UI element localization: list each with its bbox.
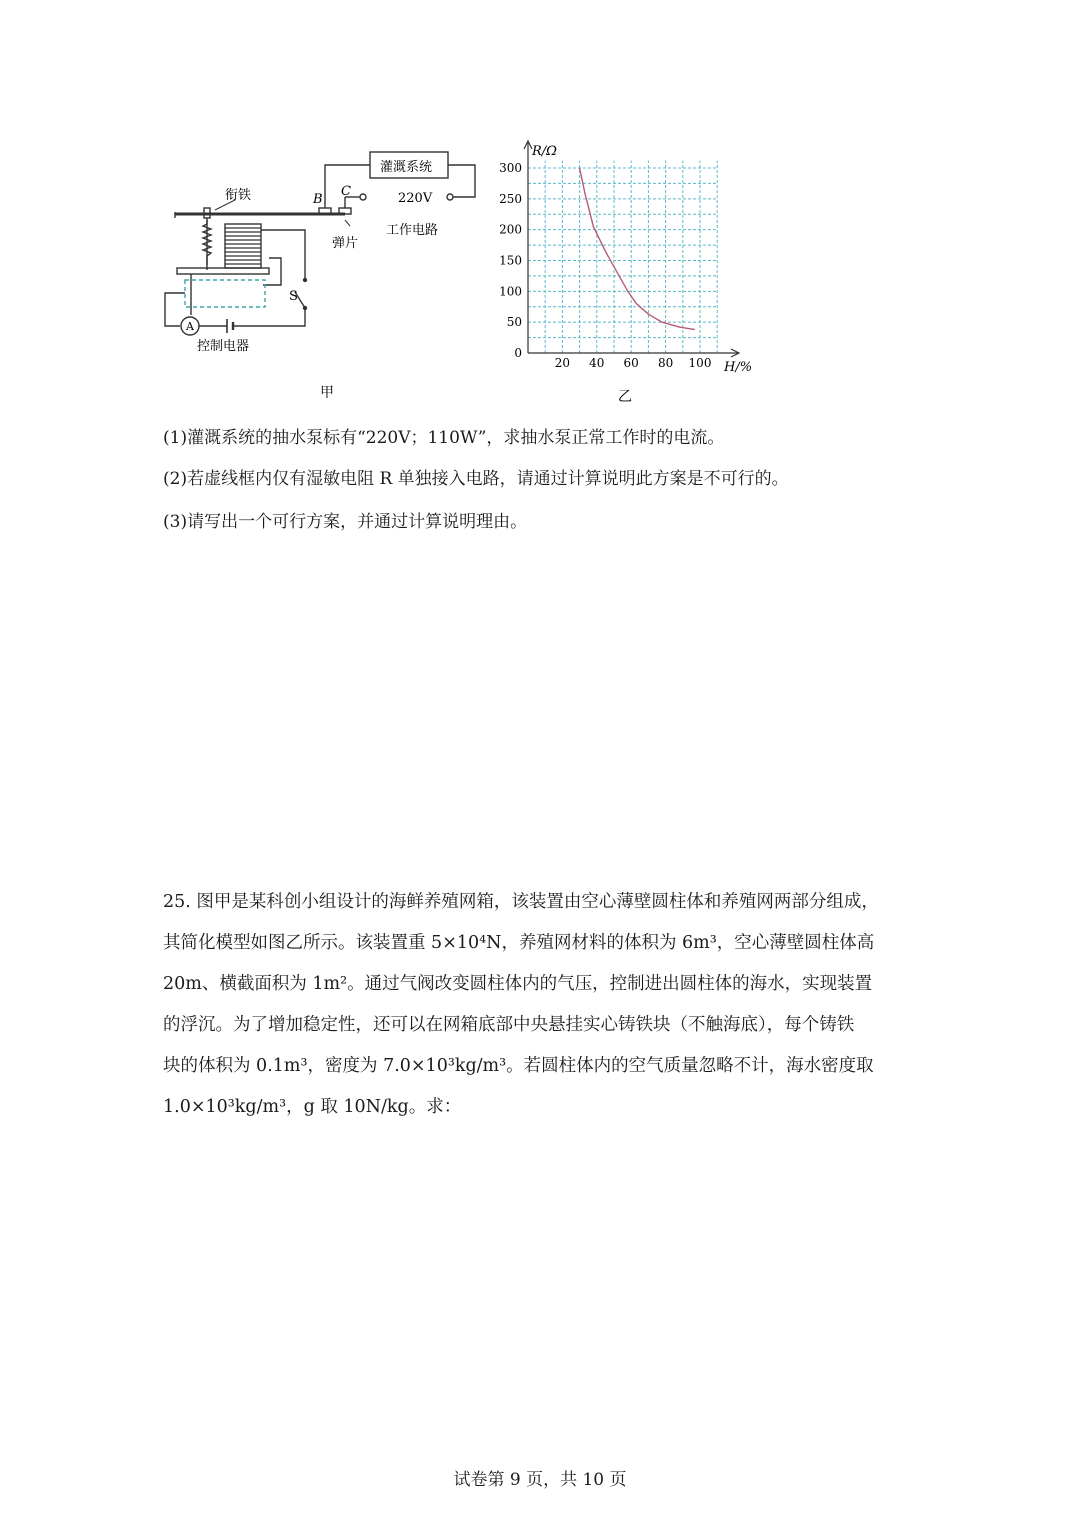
armature-label: 衔铁 — [225, 188, 252, 203]
control-circuit-label: 控制电器 — [197, 339, 250, 354]
y-tick-label: 100 — [499, 284, 522, 299]
y-tick-label: 300 — [499, 161, 522, 175]
chart-axes — [524, 141, 739, 357]
problem-25-line: 1.0×10³kg/m³，g 取 10N/kg。求： — [163, 1097, 462, 1117]
x-tick-label: 20 — [554, 356, 571, 370]
figure-yi-caption: 乙 — [618, 389, 632, 405]
contact-b-label: B — [313, 192, 323, 207]
spring-plate-label: 弹片 — [332, 236, 359, 251]
ammeter-icon: A — [186, 320, 194, 333]
x-tick-label: 60 — [623, 356, 639, 370]
y-tick-label: 0 — [514, 346, 522, 360]
problem-25-line: 其简化模型如图乙所示。该装置重 5×10⁴N，养殖网材料的体积为 6m³，空心薄壁圆柱体高 — [163, 933, 875, 953]
contact-c-label: C — [341, 184, 351, 199]
question-2: (2)若虚线框内仅有湿敏电阻 R 单独接入电路，请通过计算说明此方案是不可行的。 — [163, 469, 789, 489]
problem-25-line: 的浮沉。为了增加稳定性，还可以在网箱底部中央悬挂实心铸铁块（不触海底），每个铸铁 — [163, 1015, 855, 1035]
x-tick-label: 100 — [688, 356, 712, 370]
switch-label: S — [289, 289, 298, 304]
y-tick-label: 250 — [499, 191, 522, 206]
problem-25 — [163, 882, 923, 1128]
irrigation-system-label: 灌溉系统 — [380, 160, 433, 175]
chart-grid — [528, 161, 717, 353]
problem-25-line: 块的体积为 0.1m³，密度为 7.0×10³kg/m³。若圆柱体内的空气质量忽略不计，海水密度取 — [163, 1056, 874, 1076]
question-3: (3)请写出一个可行方案，并通过计算说明理由。 — [163, 512, 528, 532]
voltage-label: 220V — [398, 191, 433, 206]
problem-25-line: 25. 图甲是某科创小组设计的海鲜养殖网箱，该装置由空心薄壁圆柱体和养殖网两部分组成， — [163, 892, 879, 912]
page-footer: 试卷第 9 页，共 10 页 — [453, 1470, 627, 1490]
problem-25-line: 20m、横截面积为 1m²。通过气阀改变圆柱体内的气压，控制进出圆柱体的海水，实现装置 — [163, 974, 873, 994]
working-circuit-label: 工作电路 — [386, 223, 439, 238]
x-tick-label: 40 — [589, 356, 605, 370]
y-axis-label: R/Ω — [532, 144, 557, 159]
y-tick-label: 200 — [499, 222, 522, 237]
y-tick-label: 50 — [506, 315, 522, 330]
figure-jia-caption: 甲 — [320, 385, 334, 401]
y-tick-label: 150 — [499, 253, 522, 268]
x-tick-label: 80 — [657, 356, 674, 370]
x-axis-label: H/% — [724, 360, 753, 375]
resistance-humidity-graph — [490, 135, 770, 410]
relay-circuit-diagram — [155, 140, 500, 410]
question-1: (1)灌溉系统的抽水泵标有“220V；110W”，求抽水泵正常工作时的电流。 — [163, 428, 725, 448]
